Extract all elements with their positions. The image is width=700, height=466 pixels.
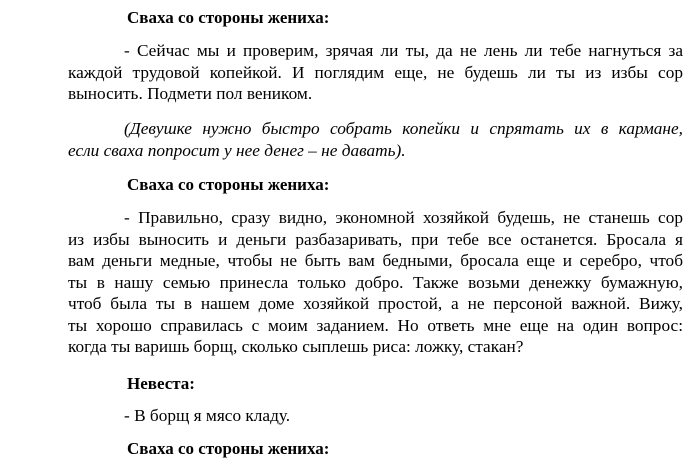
speaker-label-groom-matchmaker: Сваха со стороны жениха: — [127, 8, 330, 27]
paragraph-line: ты хорошо справилась с моим заданием. Но ответь мне еще на один вопрос: — [68, 315, 683, 335]
paragraph-line: вам деньги медные, чтобы не быть вам бедными, бросала еще и серебро, чтоб — [68, 251, 683, 270]
dialogue-paragraph — [68, 40, 683, 105]
stage-direction — [68, 118, 683, 161]
speaker-label-bride: Невеста: — [127, 374, 195, 393]
paragraph-line: чтоб была ты в нашем доме хозяйкой простой, а не персоной важной. Вижу, — [68, 294, 683, 313]
stage-direction-line: если сваха попросит у нее денег – не давать). — [68, 140, 406, 160]
paragraph-line: из избы выносить и деньги разбазаривать, при тебе все останется. Бросала я — [68, 229, 683, 249]
paragraph-line: - Сейчас мы и проверим, зрячая ли ты, да не лень ли тебе нагнуться за — [124, 41, 683, 60]
paragraph-line: выносить. Подмети пол веником. — [68, 84, 313, 103]
dialogue-paragraph — [68, 207, 683, 358]
dialogue-paragraph — [68, 405, 683, 427]
paragraph-line: - В борщ я мясо кладу. — [124, 406, 291, 425]
paragraph-line: когда ты варишь борщ, сколько сыплешь риса: ложку, стакан? — [68, 337, 524, 356]
stage-direction-line: (Девушке нужно быстро собрать копейки и спрятать их в кармане, — [124, 119, 683, 138]
paragraph-line: каждой трудовой копейкой. И поглядим еще, не будешь ли ты из избы сор — [68, 62, 683, 82]
paragraph-line: - Правильно, сразу видно, экономной хозяйкой будешь, не станешь сор — [124, 208, 683, 227]
speaker-label-groom-matchmaker: Сваха со стороны жениха: — [127, 175, 330, 194]
paragraph-line: ты в нашу семью принесла только добро. Также возьми денежку бумажную, — [68, 272, 683, 292]
speaker-label-groom-matchmaker: Сваха со стороны жениха: — [127, 439, 330, 458]
